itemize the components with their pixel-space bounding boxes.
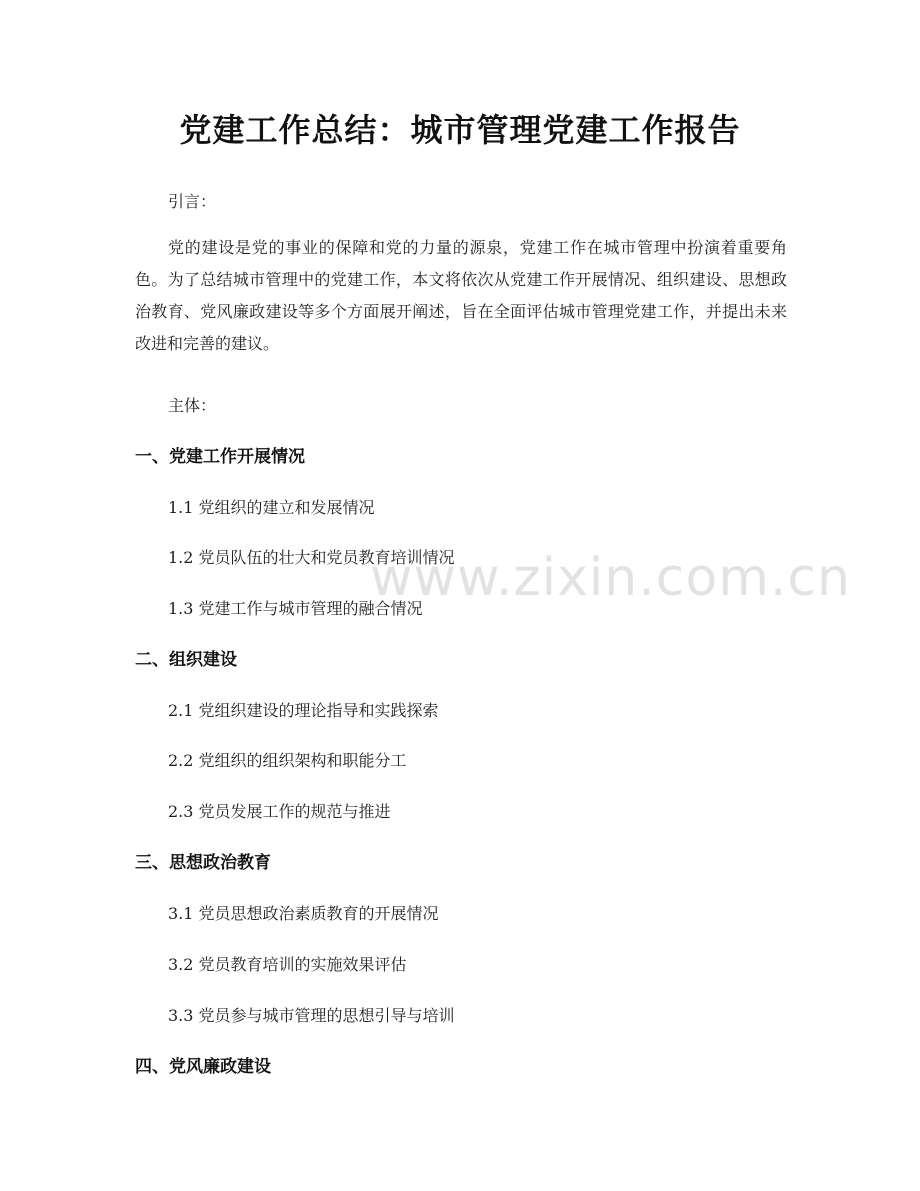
- section-heading: 一、党建工作开展情况: [135, 447, 305, 467]
- section-item: 1.1 党组织的建立和发展情况: [168, 498, 375, 517]
- body-label: 主体：: [168, 396, 217, 415]
- section-item: 1.2 党员队伍的壮大和党员教育培训情况: [168, 548, 455, 567]
- watermark: www.zixin.com.cn: [370, 548, 851, 608]
- section-heading: 二、组织建设: [135, 650, 237, 670]
- section-heading: 四、党风廉政建设: [135, 1057, 271, 1077]
- section-item: 3.2 党员教育培训的实施效果评估: [168, 955, 407, 974]
- section-item: 2.3 党员发展工作的规范与推进: [168, 802, 391, 821]
- intro-label: 引言：: [168, 192, 217, 211]
- section-item: 2.2 党组织的组织架构和职能分工: [168, 751, 407, 770]
- section-item: 3.1 党员思想政治素质教育的开展情况: [168, 904, 439, 923]
- document-title: 党建工作总结：城市管理党建工作报告: [179, 111, 741, 149]
- section-item: 1.3 党建工作与城市管理的融合情况: [168, 599, 423, 618]
- intro-paragraph: 党的建设是党的事业的保障和党的力量的源泉，党建工作在城市管理中扮演着重要角色。为了总结城市管理中的党建工作，本文将依次从党建工作开展情况、组织建设、思想政治教育、党风廉政建设等多个方面展开阐述，旨在全面评估城市管理党建工作，并提出未来改进和完善的建议。: [135, 238, 787, 353]
- section-item: 3.3 党员参与城市管理的思想引导与培训: [168, 1006, 455, 1025]
- section-heading: 三、思想政治教育: [135, 853, 271, 873]
- section-item: 2.1 党组织建设的理论指导和实践探索: [168, 701, 439, 720]
